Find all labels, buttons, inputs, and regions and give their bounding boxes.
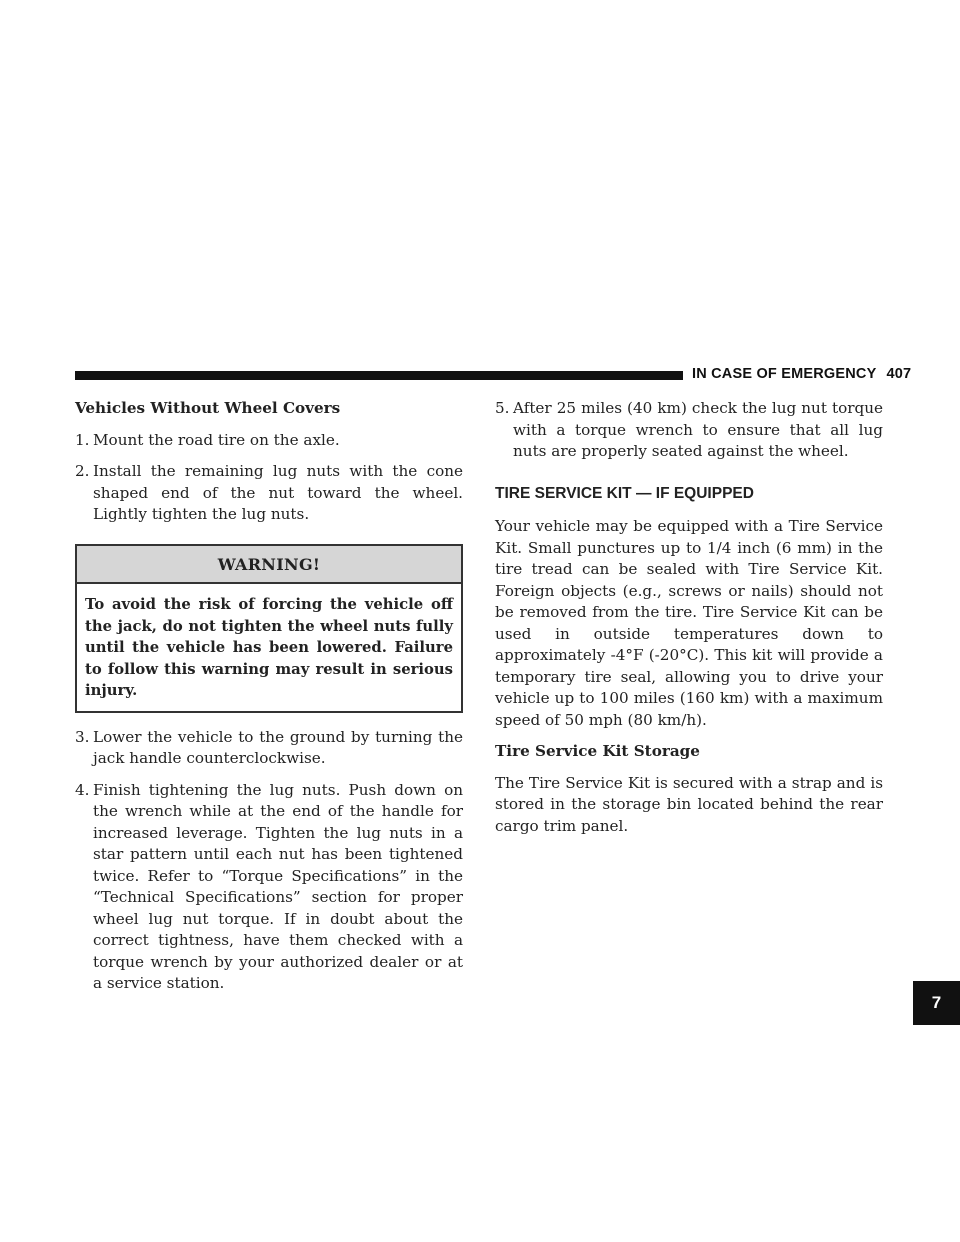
step-number: 3. bbox=[75, 727, 90, 746]
step-text: Lower the vehicle to the ground by turning the jack handle counterclockwise. bbox=[93, 727, 463, 767]
subheading-wheel-covers: Vehicles Without Wheel Covers bbox=[75, 399, 341, 417]
subheading-storage: Tire Service Kit Storage bbox=[495, 742, 700, 760]
warning-body: To avoid the risk of forcing the vehicle off the jack, do not tighten the wheel nuts fully until the vehicle has been lowered. Failure to follow this warning may result in serious injury. bbox=[85, 596, 453, 699]
step-number: 2. bbox=[75, 462, 90, 480]
step-text: Mount the road tire on the axle. bbox=[93, 430, 340, 449]
section-title-tire-service-kit: TIRE SERVICE KIT — IF EQUIPPED bbox=[495, 484, 754, 502]
warning-title: WARNING! bbox=[77, 546, 461, 585]
step-4 bbox=[75, 780, 463, 995]
paragraph-intro: Your vehicle may be equipped with a Tire Service Kit. Small punctures up to 1/4 inch (6 mm) in the tire tread can be sealed with Tire Service Kit. Foreign objects (e.g., screws or nails) should not be removed from the tire. Tire Service Kit can be used in outside temperatures down to approximately -4°F (-20°C). This kit will provide a temporary tire seal, allowing you to drive your vehicle up to 100 miles (160 km) with a maximum speed of 50 mph (80 km/h). bbox=[495, 517, 883, 729]
left-column bbox=[75, 398, 463, 1005]
page-number: 407 bbox=[886, 366, 912, 382]
step-text: Install the remaining lug nuts with the cone shaped end of the nut toward the wheel. Lightly tighten the lug nuts. bbox=[93, 462, 463, 523]
step-2 bbox=[75, 461, 463, 526]
step-5 bbox=[495, 398, 883, 463]
step-text: Finish tightening the lug nuts. Push down on the wrench while at the end of the handle for increased leverage. Tighten the lug nuts in a star pattern until each nut has been tightened twice. Refer to “Torque Specifications” in the “Technical Specifications” section for proper wheel lug nut torque. If in doubt about the correct tightness, have them checked with a torque wrench by your authorized dealer or at a service station. bbox=[93, 780, 463, 992]
warning-box bbox=[75, 544, 463, 713]
step-number: 5. bbox=[495, 399, 510, 417]
step-text: After 25 miles (40 km) check the lug nut torque with a torque wrench to ensure that all lug nuts are properly seated against the wheel. bbox=[513, 399, 883, 460]
section-name: IN CASE OF EMERGENCY bbox=[692, 366, 877, 382]
step-1 bbox=[75, 430, 463, 452]
step-number: 4. bbox=[75, 780, 90, 799]
right-column bbox=[495, 398, 883, 847]
header-rule bbox=[75, 371, 683, 380]
step-number: 1. bbox=[75, 430, 90, 449]
step-3 bbox=[75, 727, 463, 770]
paragraph-storage: The Tire Service Kit is secured with a strap and is stored in the storage bin located behind the rear cargo trim panel. bbox=[495, 773, 883, 835]
running-header bbox=[692, 366, 911, 382]
chapter-tab: 7 bbox=[913, 981, 960, 1025]
